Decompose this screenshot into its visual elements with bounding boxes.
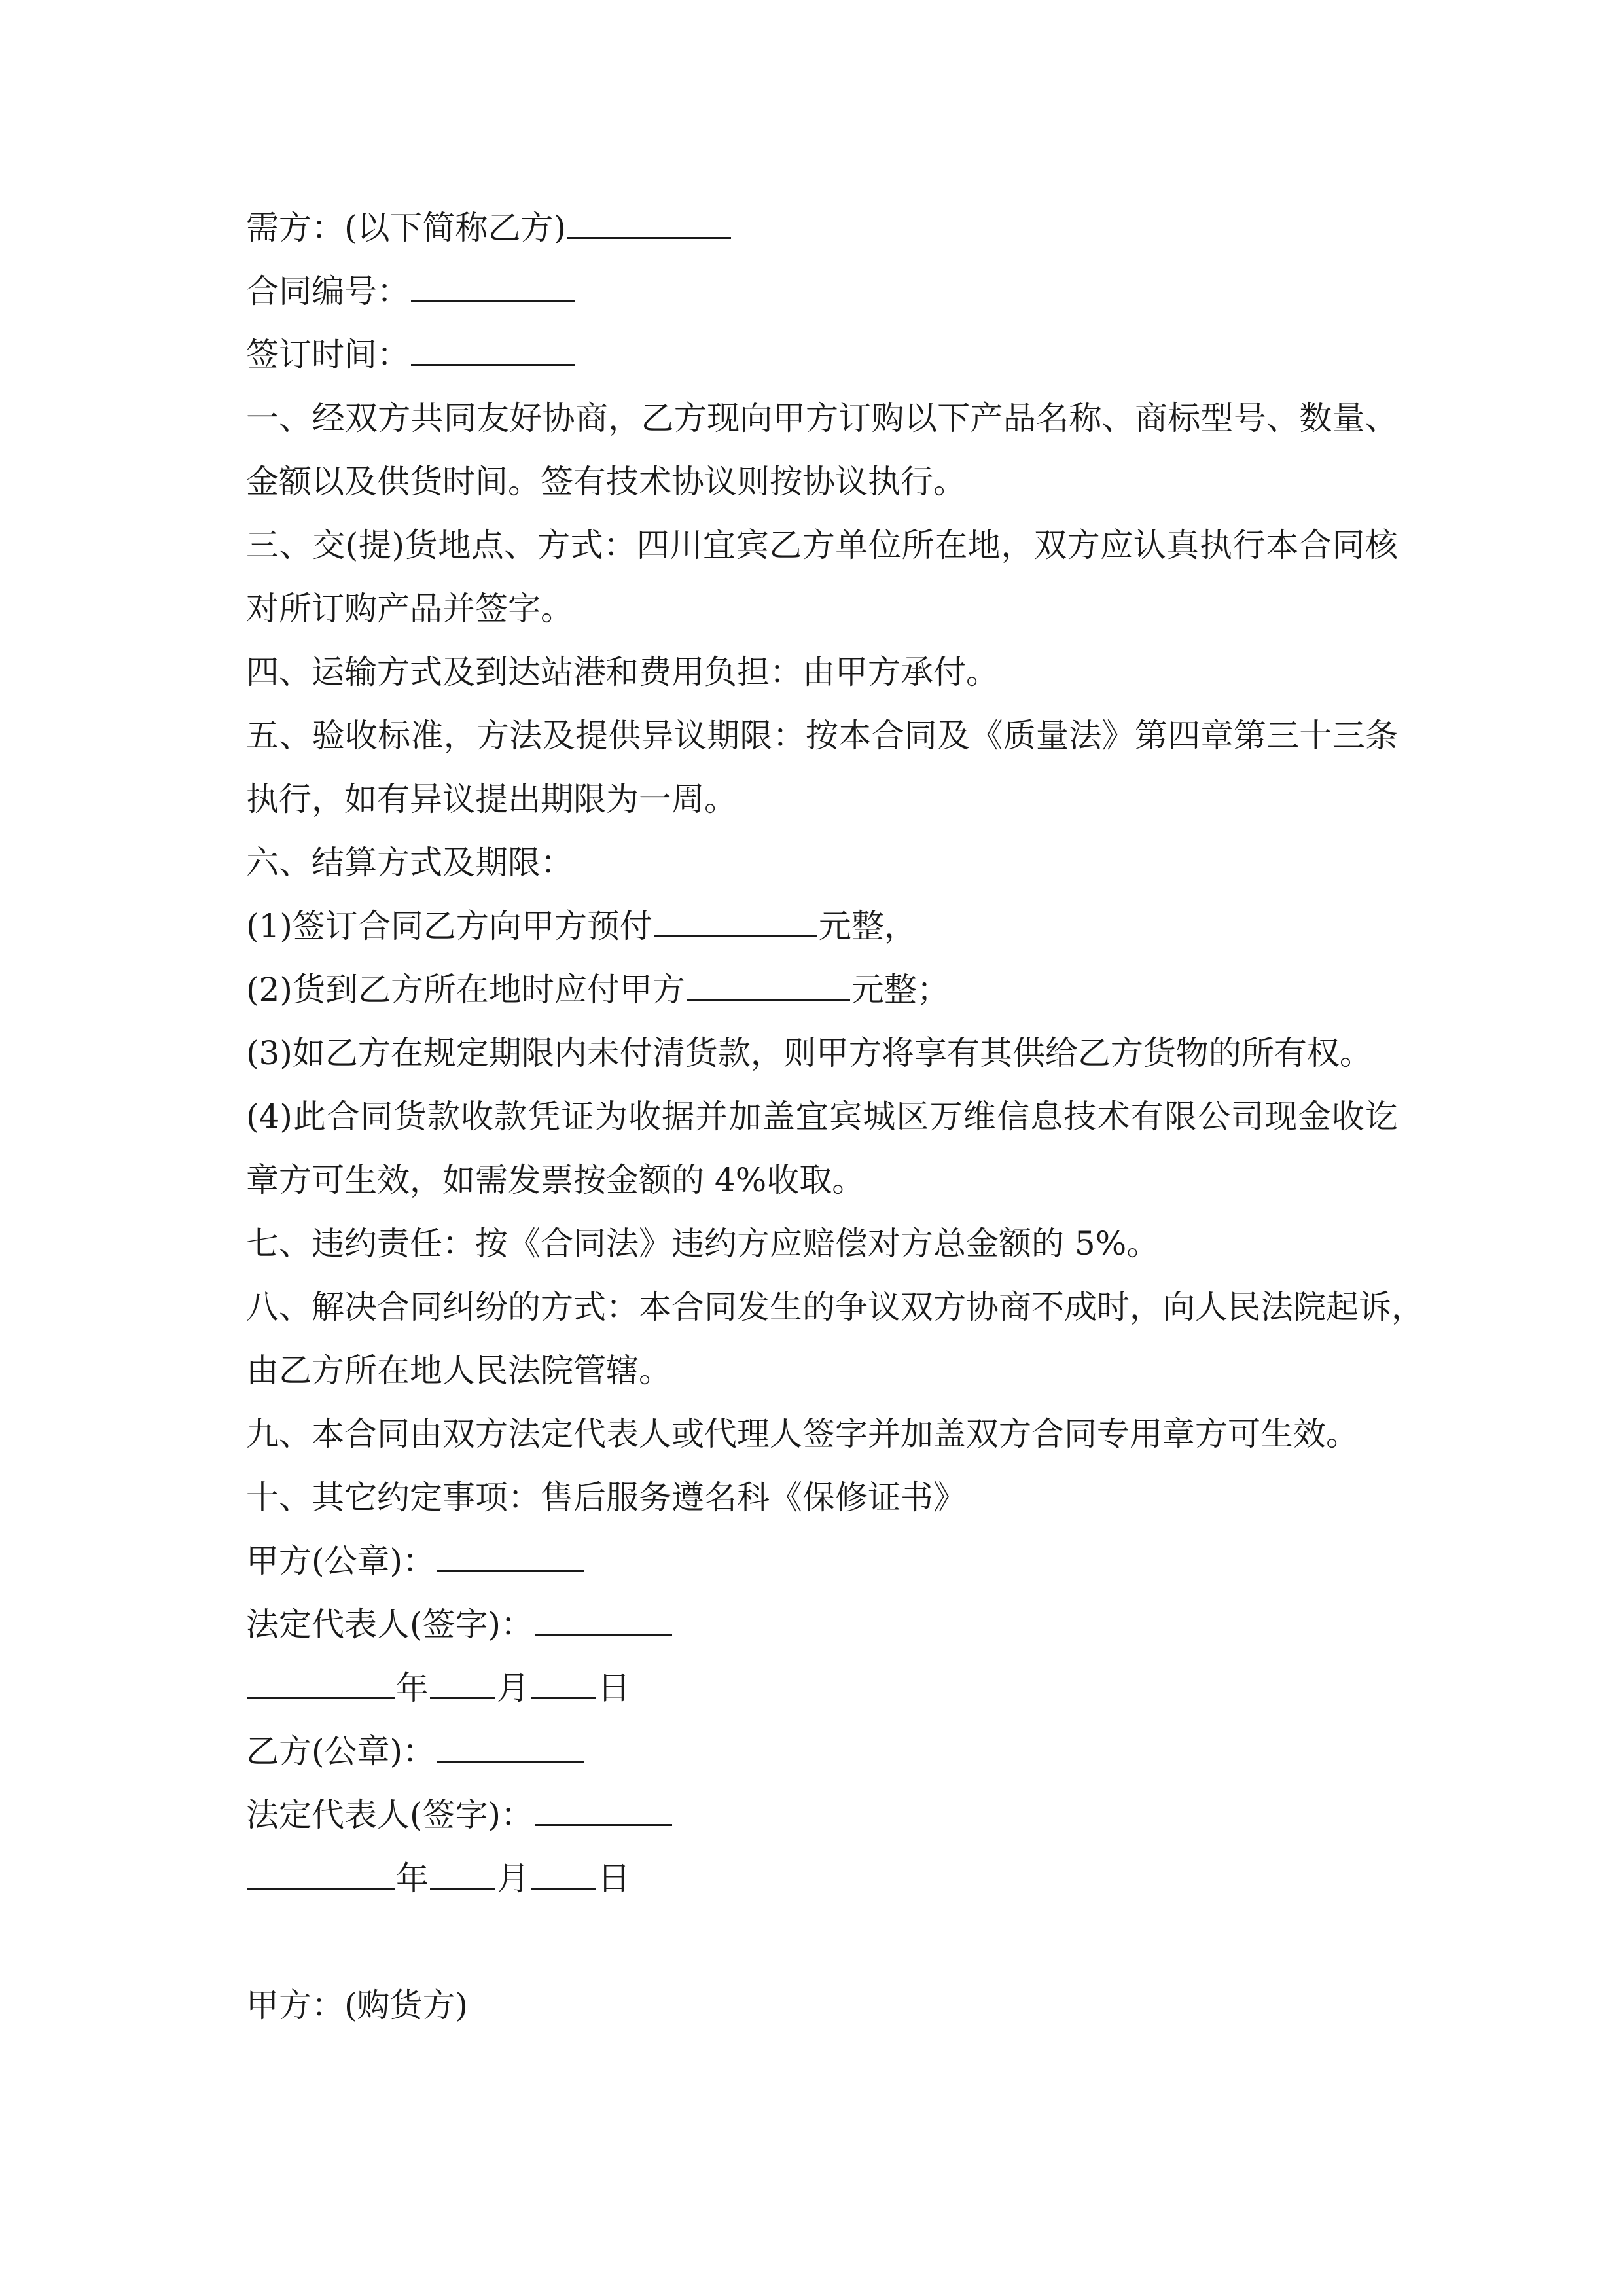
- article-9: 九、本合同由双方法定代表人或代理人签字并加盖双方合同专用章方可生效。: [246, 1415, 1359, 1453]
- article-1-line-2: 金额以及供货时间。签有技术协议则按协议执行。: [246, 463, 966, 501]
- sign-time-label: 签订时间：: [246, 336, 410, 374]
- article-6-item-1-suffix: 元整，: [818, 907, 917, 945]
- sign-time-line: [246, 323, 1398, 387]
- date-b-year-label: 年: [396, 1859, 429, 1897]
- contract-body: [246, 196, 1424, 2037]
- date-a-month-label: 月: [497, 1669, 529, 1707]
- article-6-item-2: [246, 958, 1398, 1022]
- article-8-line-2: 由乙方所在地人民法院管辖。: [246, 1352, 671, 1390]
- article-6-item-1-text: (1)签订合同乙方向甲方预付: [246, 907, 652, 945]
- date-a-day-blank[interactable]: [531, 1668, 596, 1699]
- legal-rep-b-blank[interactable]: [535, 1795, 672, 1826]
- date-a-month-blank[interactable]: [430, 1668, 495, 1699]
- date-b-month-label: 月: [497, 1859, 529, 1897]
- demand-party-label: 需方：(以下简称乙方): [246, 209, 567, 247]
- legal-rep-b-line: [246, 1784, 1398, 1847]
- article-3-line-1: 三、交(提)货地点、方式：四川宜宾乙方单位所在地，双方应认真执行本合同核: [246, 526, 1398, 564]
- demand-party-line: [246, 196, 1398, 260]
- party-b-seal-label: 乙方(公章)：: [246, 1732, 436, 1770]
- article-5-line-2: 执行，如有异议提出期限为一周。: [246, 780, 737, 818]
- article-6-item-4-line-2: 章方可生效，如需发票按金额的 4%收取。: [246, 1161, 865, 1199]
- legal-rep-a-line: [246, 1593, 1398, 1657]
- article-6-item-2-text: (2)货到乙方所在地时应付甲方: [246, 971, 685, 1009]
- prepayment-amount-blank[interactable]: [654, 906, 817, 937]
- date-b-day-label: 日: [597, 1859, 630, 1897]
- article-6-heading: 六、结算方式及期限：: [246, 844, 573, 882]
- date-b-line: [246, 1847, 1398, 1910]
- article-6-item-1: [246, 895, 1398, 958]
- party-a-seal-line: [246, 1530, 1398, 1593]
- date-b-day-blank[interactable]: [531, 1859, 596, 1890]
- date-a-line: [246, 1657, 1398, 1720]
- date-a-day-label: 日: [597, 1669, 630, 1707]
- article-1-line-1: 一、经双方共同友好协商，乙方现向甲方订购以下产品名称、商标型号、数量、: [246, 399, 1398, 437]
- sign-time-blank[interactable]: [411, 335, 575, 366]
- article-6-item-3: (3)如乙方在规定期限内未付清货款，则甲方将享有其供给乙方货物的所有权。: [246, 1034, 1372, 1072]
- contract-no-line: [246, 260, 1398, 323]
- delivery-payment-blank[interactable]: [687, 970, 850, 1001]
- article-8-line-1: 八、解决合同纠纷的方式：本合同发生的争议双方协商不成时，向人民法院起诉，: [246, 1288, 1424, 1326]
- article-6-item-4-line-1: (4)此合同货款收款凭证为收据并加盖宜宾城区万维信息技术有限公司现金收讫: [246, 1098, 1398, 1136]
- article-6-item-2-suffix: 元整；: [851, 971, 950, 1009]
- party-b-seal-blank[interactable]: [437, 1732, 584, 1763]
- contract-no-blank[interactable]: [411, 272, 575, 302]
- date-a-year-blank[interactable]: [247, 1668, 395, 1699]
- article-10: 十、其它约定事项：售后服务遵名科《保修证书》: [246, 1479, 966, 1516]
- date-b-year-blank[interactable]: [247, 1859, 395, 1890]
- article-5-line-1: 五、验收标准，方法及提供异议期限：按本合同及《质量法》第四章第三十三条: [246, 717, 1398, 755]
- article-3-line-2: 对所订购产品并签字。: [246, 590, 573, 628]
- date-b-month-blank[interactable]: [430, 1859, 495, 1890]
- article-4: 四、运输方式及到达站港和费用负担：由甲方承付。: [246, 653, 999, 691]
- party-a-seal-label: 甲方(公章)：: [246, 1542, 436, 1580]
- contract-no-label: 合同编号：: [246, 272, 410, 310]
- section-gap: [246, 1910, 1398, 1974]
- legal-rep-a-label: 法定代表人(签字)：: [246, 1605, 534, 1643]
- article-7: 七、违约责任：按《合同法》违约方应赔偿对方总金额的 5%。: [246, 1225, 1160, 1263]
- party-b-seal-line: [246, 1720, 1398, 1784]
- legal-rep-b-label: 法定代表人(签字)：: [246, 1796, 534, 1834]
- party-a-seal-blank[interactable]: [437, 1541, 584, 1572]
- buyer-line: 甲方：(购货方): [246, 1986, 469, 2024]
- demand-party-blank[interactable]: [567, 208, 731, 239]
- legal-rep-a-blank[interactable]: [535, 1605, 672, 1636]
- date-a-year-label: 年: [396, 1669, 429, 1707]
